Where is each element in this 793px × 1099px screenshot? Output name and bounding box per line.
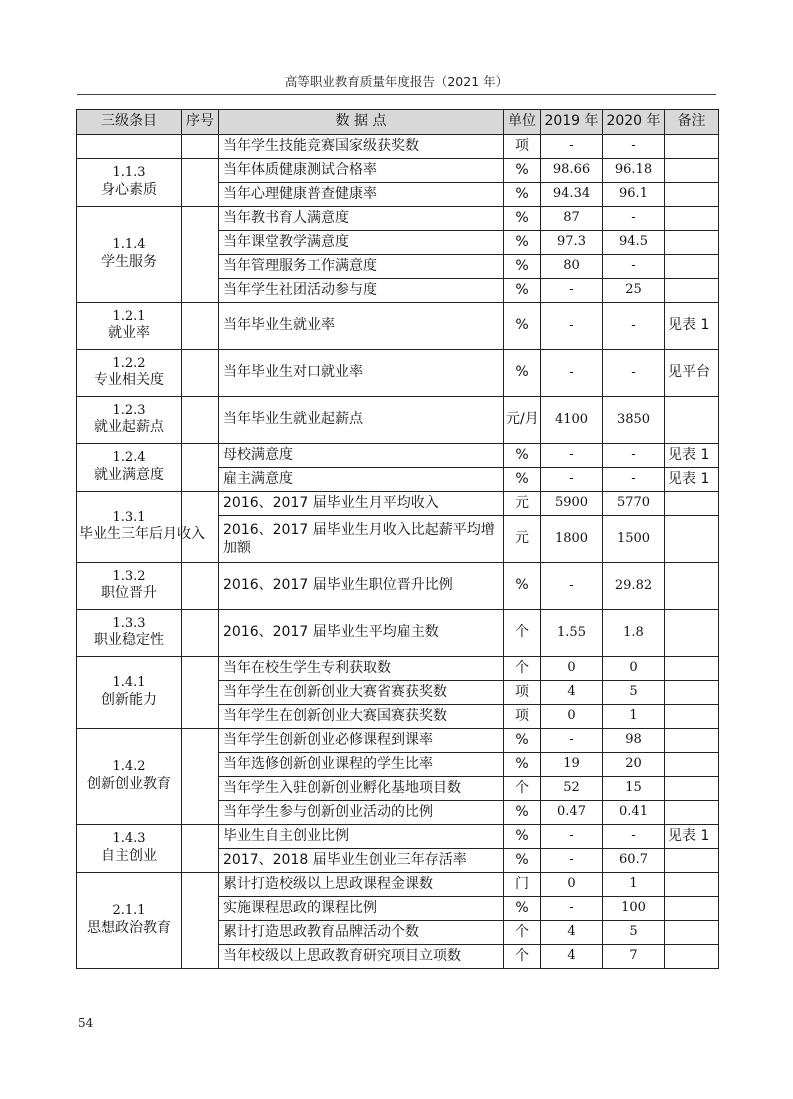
unit-cell: % [504,897,541,921]
note-cell [665,135,719,159]
value-2019-cell: 4 [541,945,603,969]
column-header-2019: 2019 年 [541,110,603,135]
unit-cell: 个 [504,777,541,801]
value-2019-cell: - [541,444,603,468]
value-2019-cell: 98.66 [541,159,603,183]
note-cell [665,610,719,657]
unit-cell: 项 [504,681,541,705]
tier3-cell [77,350,182,397]
seq-cell [182,657,219,729]
table-row [77,397,719,444]
tier3-code: 2.1.1 [112,903,146,919]
value-2020-cell: 5 [603,681,665,705]
value-2019-cell: - [541,350,603,397]
note-cell [665,231,719,255]
column-header-unit: 单位 [504,110,541,135]
value-2019-cell: - [541,825,603,849]
seq-cell [182,159,219,207]
seq-cell [182,350,219,397]
value-2020-cell: 25 [603,279,665,303]
note-cell [665,897,719,921]
value-2019-cell: 1800 [541,516,603,563]
datapoint-cell: 毕业生自主创业比例 [219,825,504,849]
value-2019-cell: 0.47 [541,801,603,825]
tier3-code: 1.1.3 [112,165,146,181]
value-2020-cell: 1 [603,873,665,897]
unit-cell: 个 [504,921,541,945]
column-header-seq: 序号 [182,110,219,135]
tier3-code: 1.2.4 [112,450,146,466]
table-row [77,729,719,753]
tier3-name: 身心素质 [101,181,157,198]
note-cell [665,801,719,825]
note-cell: 见表 1 [665,468,719,492]
value-2020-cell: - [603,825,665,849]
datapoint-cell: 当年体质健康测试合格率 [219,159,504,183]
note-cell [665,279,719,303]
value-2020-cell: - [603,135,665,159]
value-2019-cell: 0 [541,705,603,729]
table-row [77,303,719,350]
note-cell [665,729,719,753]
tier3-cell [77,303,182,350]
value-2019-cell: - [541,279,603,303]
tier3-name: 职业稳定性 [94,632,164,649]
unit-cell: % [504,849,541,873]
running-header: 高等职业教育质量年度报告（2021 年） [284,74,509,89]
tier3-cell [77,729,182,825]
unit-cell: 个 [504,945,541,969]
tier3-code: 1.4.1 [112,675,146,691]
unit-cell: 个 [504,610,541,657]
seq-cell [182,135,219,159]
note-cell [665,183,719,207]
note-cell [665,873,719,897]
tier3-cell [77,873,182,969]
value-2020-cell: 0.41 [603,801,665,825]
note-cell [665,657,719,681]
value-2020-cell: 0 [603,657,665,681]
tier3-cell [77,610,182,657]
table-row [77,825,719,849]
tier3-name: 自主创业 [101,847,157,864]
note-cell [665,492,719,516]
unit-cell: % [504,231,541,255]
datapoint-cell: 实施课程思政的课程比例 [219,897,504,921]
table-row [77,159,719,183]
note-cell [665,516,719,563]
value-2019-cell: 94.34 [541,183,603,207]
unit-cell: % [504,444,541,468]
value-2020-cell: 5770 [603,492,665,516]
note-cell: 见平台 [665,350,719,397]
table-row [77,610,719,657]
datapoint-cell: 当年毕业生就业率 [219,303,504,350]
datapoint-cell: 母校满意度 [219,444,504,468]
value-2019-cell: 97.3 [541,231,603,255]
note-cell [665,849,719,873]
value-2019-cell: - [541,897,603,921]
unit-cell: % [504,468,541,492]
tier3-cell [77,207,182,303]
tier3-name: 毕业生三年后月收入 [79,526,205,543]
datapoint-cell: 雇主满意度 [219,468,504,492]
tier3-cell [77,563,182,610]
tier3-name: 就业满意度 [94,466,164,483]
value-2019-cell: 87 [541,207,603,231]
seq-cell [182,610,219,657]
datapoint-cell: 当年课堂教学满意度 [219,231,504,255]
value-2019-cell: - [541,563,603,610]
value-2020-cell: 3850 [603,397,665,444]
datapoint-cell: 当年学生参与创新创业活动的比例 [219,801,504,825]
datapoint-cell: 2016、2017 届毕业生月收入比起薪平均增加额 [219,516,504,563]
datapoint-cell: 2016、2017 届毕业生职位晋升比例 [219,563,504,610]
seq-cell [182,729,219,825]
value-2020-cell: 60.7 [603,849,665,873]
page-number: 54 [78,1016,94,1030]
table-row [77,207,719,231]
unit-cell: 个 [504,657,541,681]
value-2019-cell: - [541,849,603,873]
value-2020-cell: 5 [603,921,665,945]
table-body [77,135,719,969]
value-2019-cell: 4 [541,681,603,705]
value-2020-cell: - [603,207,665,231]
tier3-cell [77,159,182,207]
datapoint-cell: 当年教书育人满意度 [219,207,504,231]
unit-cell: % [504,563,541,610]
unit-cell: 项 [504,135,541,159]
unit-cell: % [504,350,541,397]
unit-cell: % [504,183,541,207]
table-row [77,873,719,897]
datapoint-cell: 累计打造校级以上思政课程金课数 [219,873,504,897]
value-2019-cell: 4100 [541,397,603,444]
tier3-code: 1.2.1 [112,308,146,324]
unit-cell: 门 [504,873,541,897]
value-2019-cell: 0 [541,657,603,681]
tier3-code: 1.4.3 [112,831,146,847]
note-cell: 见表 1 [665,444,719,468]
tier3-code: 1.3.1 [112,509,146,525]
unit-cell: % [504,207,541,231]
note-cell [665,207,719,231]
value-2020-cell: 94.5 [603,231,665,255]
tier3-cell [77,492,205,563]
datapoint-cell: 当年管理服务工作满意度 [219,255,504,279]
table-row [77,444,719,468]
tier3-code: 1.2.2 [112,355,146,371]
value-2020-cell: - [603,303,665,350]
column-header-note: 备注 [665,110,719,135]
tier3-cell [77,825,182,873]
seq-cell [182,563,219,610]
note-cell [665,753,719,777]
note-cell [665,159,719,183]
datapoint-cell: 当年学生在创新创业大赛国赛获奖数 [219,705,504,729]
note-cell [665,563,719,610]
tier3-cell [77,135,182,159]
unit-cell: % [504,159,541,183]
datapoint-cell: 当年毕业生对口就业率 [219,350,504,397]
note-cell [665,255,719,279]
value-2019-cell: 80 [541,255,603,279]
datapoint-cell: 当年学生创新创业必修课程到课率 [219,729,504,753]
value-2019-cell: - [541,303,603,350]
value-2020-cell: - [603,350,665,397]
tier3-name: 学生服务 [101,253,157,270]
tier3-cell [77,397,182,444]
table-row [77,492,719,516]
seq-cell [182,397,219,444]
value-2020-cell: 15 [603,777,665,801]
note-cell [665,397,719,444]
seq-cell [182,873,219,969]
seq-cell [182,207,219,303]
value-2019-cell: 5900 [541,492,603,516]
unit-cell: % [504,729,541,753]
datapoint-cell: 当年在校生学生专利获取数 [219,657,504,681]
column-header-tier3: 三级条目 [77,110,182,135]
tier3-code: 1.3.2 [112,568,146,584]
data-table [76,109,719,969]
tier3-code: 1.1.4 [112,237,146,253]
value-2020-cell: 1500 [603,516,665,563]
value-2020-cell: 96.18 [603,159,665,183]
datapoint-cell: 当年学生入驻创新创业孵化基地项目数 [219,777,504,801]
datapoint-cell: 当年毕业生就业起薪点 [219,397,504,444]
unit-cell: % [504,279,541,303]
table-row [77,350,719,397]
datapoint-cell: 2016、2017 届毕业生月平均收入 [219,492,504,516]
value-2020-cell: - [603,444,665,468]
note-cell [665,921,719,945]
tier3-name: 就业起薪点 [94,419,164,436]
table-row [77,563,719,610]
tier3-name: 思想政治教育 [87,919,171,936]
column-header-2020: 2020 年 [603,110,665,135]
table-row [77,657,719,681]
value-2020-cell: 1 [603,705,665,729]
value-2019-cell: 19 [541,753,603,777]
value-2019-cell: - [541,729,603,753]
note-cell [665,705,719,729]
unit-cell: % [504,303,541,350]
value-2020-cell: - [603,468,665,492]
value-2020-cell: 20 [603,753,665,777]
unit-cell: 元/月 [504,397,541,444]
tier3-name: 创新创业教育 [87,775,171,792]
note-cell [665,681,719,705]
value-2020-cell: 7 [603,945,665,969]
tier3-cell [77,657,182,729]
datapoint-cell: 2017、2018 届毕业生创业三年存活率 [219,849,504,873]
datapoint-cell: 当年学生社团活动参与度 [219,279,504,303]
tier3-name: 职位晋升 [101,585,157,602]
value-2020-cell: - [603,255,665,279]
seq-cell [182,303,219,350]
datapoint-cell: 2016、2017 届毕业生平均雇主数 [219,610,504,657]
tier3-cell [77,444,182,492]
note-cell: 见表 1 [665,825,719,849]
value-2020-cell: 29.82 [603,563,665,610]
tier3-code: 1.3.3 [112,615,146,631]
unit-cell: % [504,825,541,849]
value-2020-cell: 96.1 [603,183,665,207]
datapoint-cell: 当年选修创新创业课程的学生比率 [219,753,504,777]
value-2019-cell: - [541,135,603,159]
note-cell [665,945,719,969]
note-cell: 见表 1 [665,303,719,350]
value-2019-cell: 0 [541,873,603,897]
datapoint-cell: 当年学生在创新创业大赛省赛获奖数 [219,681,504,705]
datapoint-cell: 当年学生技能竞赛国家级获奖数 [219,135,504,159]
header-rule [77,94,716,95]
unit-cell: % [504,753,541,777]
value-2020-cell: 1.8 [603,610,665,657]
tier3-code: 1.4.2 [112,759,146,775]
value-2019-cell: 52 [541,777,603,801]
column-header-datapoint: 数 据 点 [219,110,504,135]
value-2019-cell: 4 [541,921,603,945]
unit-cell: 项 [504,705,541,729]
tier3-code: 1.2.3 [112,402,146,418]
value-2020-cell: 100 [603,897,665,921]
table-row [77,135,719,159]
unit-cell: % [504,255,541,279]
tier3-name: 就业率 [108,325,150,342]
datapoint-cell: 累计打造思政教育品牌活动个数 [219,921,504,945]
unit-cell: 元 [504,516,541,563]
seq-cell [182,444,219,492]
value-2019-cell: 1.55 [541,610,603,657]
seq-cell [182,825,219,873]
table-header-row [77,110,719,135]
value-2019-cell: - [541,468,603,492]
datapoint-cell: 当年校级以上思政教育研究项目立项数 [219,945,504,969]
datapoint-cell: 当年心理健康普查健康率 [219,183,504,207]
unit-cell: 元 [504,492,541,516]
tier3-name: 创新能力 [101,691,157,708]
unit-cell: % [504,801,541,825]
value-2020-cell: 98 [603,729,665,753]
note-cell [665,777,719,801]
tier3-name: 专业相关度 [94,372,164,389]
